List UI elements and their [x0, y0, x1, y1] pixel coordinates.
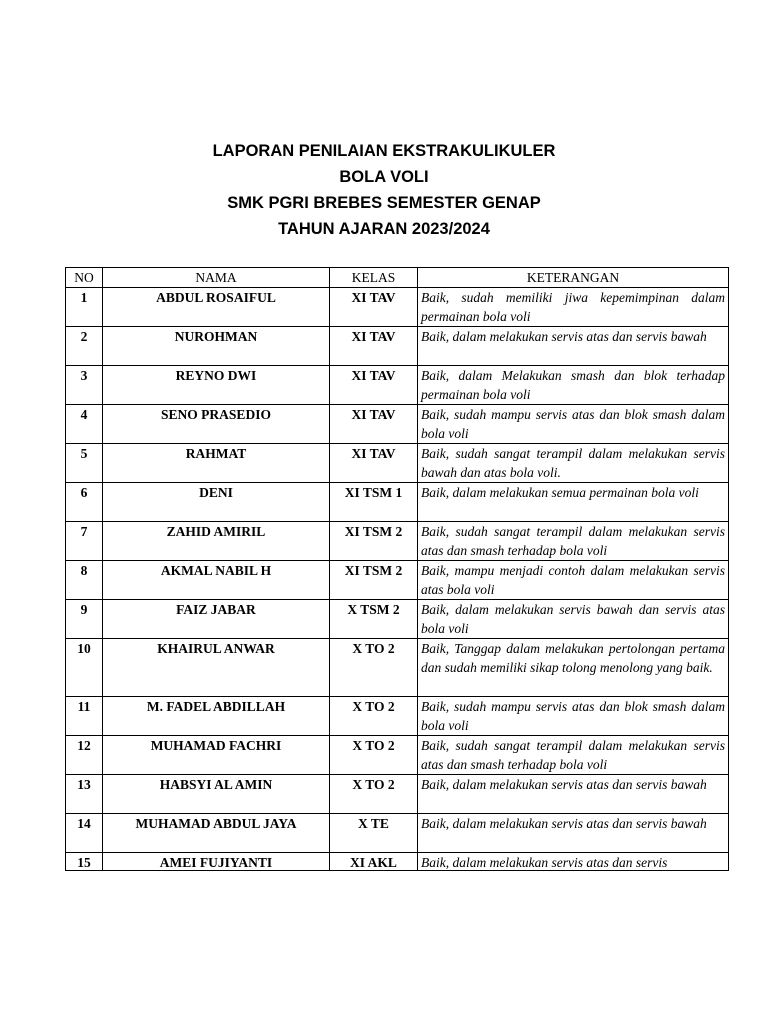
- header-keterangan: KETERANGAN: [418, 268, 729, 288]
- grades-table: [65, 267, 729, 871]
- row-nama: FAIZ JABAR: [103, 600, 330, 639]
- table-row: [66, 522, 729, 561]
- row-kelas: X TE: [330, 814, 418, 853]
- row-keterangan: Baik, dalam melakukan semua permainan bola voli: [418, 483, 729, 522]
- row-nama: KHAIRUL ANWAR: [103, 639, 330, 697]
- table-row: [66, 853, 729, 871]
- table-row: [66, 775, 729, 814]
- row-nama: NUROHMAN: [103, 327, 330, 366]
- row-no: 11: [66, 697, 103, 736]
- row-kelas-text: XI AKL: [350, 855, 397, 870]
- row-nama-text: AMEI FUJIYANTI: [159, 855, 273, 870]
- table-row: [66, 639, 729, 697]
- row-nama: MUHAMAD ABDUL JAYA: [103, 814, 330, 853]
- header-no: NO: [66, 268, 103, 288]
- row-no: 6: [66, 483, 103, 522]
- row-no: 8: [66, 561, 103, 600]
- table-row: [66, 444, 729, 483]
- row-no: 13: [66, 775, 103, 814]
- row-keterangan: Baik, sudah sangat terampil dalam melakukan servis atas dan smash terhadap bola voli: [418, 736, 729, 775]
- row-no: 9: [66, 600, 103, 639]
- title-line-4: TAHUN AJARAN 2023/2024: [278, 220, 490, 238]
- row-no: 3: [66, 366, 103, 405]
- row-keterangan: Baik, dalam melakukan servis atas dan servis bawah: [418, 327, 729, 366]
- table-header-row: [66, 268, 729, 288]
- row-no: 7: [66, 522, 103, 561]
- table-row: [66, 366, 729, 405]
- row-nama: ABDUL ROSAIFUL: [103, 288, 330, 327]
- row-kelas: XI TAV: [330, 405, 418, 444]
- row-no: 14: [66, 814, 103, 853]
- row-kelas: X TO 2: [330, 639, 418, 697]
- row-no: 2: [66, 327, 103, 366]
- row-kelas: XI TSM 2: [330, 522, 418, 561]
- row-no: 12: [66, 736, 103, 775]
- row-keterangan: Baik, sudah mampu servis atas dan blok smash dalam bola voli: [418, 405, 729, 444]
- row-nama: AKMAL NABIL H: [103, 561, 330, 600]
- row-no-text: 15: [77, 855, 91, 870]
- row-keterangan: Baik, sudah memiliki jiwa kepemimpinan dalam permainan bola voli: [418, 288, 729, 327]
- row-nama: MUHAMAD FACHRI: [103, 736, 330, 775]
- row-nama: DENI: [103, 483, 330, 522]
- row-nama: ZAHID AMIRIL: [103, 522, 330, 561]
- row-keterangan: Baik, dalam melakukan servis bawah dan servis atas bola voli: [418, 600, 729, 639]
- row-nama: HABSYI AL AMIN: [103, 775, 330, 814]
- table-row: [66, 483, 729, 522]
- table-row: [66, 814, 729, 853]
- header-kelas: KELAS: [330, 268, 418, 288]
- row-keterangan: Baik, dalam Melakukan smash dan blok terhadap permainan bola voli: [418, 366, 729, 405]
- row-no: 1: [66, 288, 103, 327]
- table-row: [66, 561, 729, 600]
- row-no: 10: [66, 639, 103, 697]
- row-nama: M. FADEL ABDILLAH: [103, 697, 330, 736]
- row-keterangan: Baik, sudah mampu servis atas dan blok smash dalam bola voli: [418, 697, 729, 736]
- table-row: [66, 736, 729, 775]
- row-kelas: X TO 2: [330, 736, 418, 775]
- row-no: [66, 853, 103, 871]
- row-keterangan: Baik, dalam melakukan servis atas dan servis bawah: [418, 775, 729, 814]
- row-kelas: XI TAV: [330, 366, 418, 405]
- row-keterangan: Baik, sudah sangat terampil dalam melakukan servis bawah dan atas bola voli.: [418, 444, 729, 483]
- row-kelas: XI TSM 1: [330, 483, 418, 522]
- row-nama: RAHMAT: [103, 444, 330, 483]
- row-keterangan: [418, 853, 729, 871]
- row-kelas: XI TAV: [330, 444, 418, 483]
- row-kelas: [330, 853, 418, 871]
- table-row: [66, 697, 729, 736]
- header-nama: NAMA: [103, 268, 330, 288]
- table-row: [66, 288, 729, 327]
- row-kelas: XI TAV: [330, 288, 418, 327]
- table-row: [66, 405, 729, 444]
- row-no: 5: [66, 444, 103, 483]
- table-row: [66, 600, 729, 639]
- row-keterangan-text: Baik, dalam melakukan servis atas dan servis: [421, 855, 668, 870]
- row-keterangan: Baik, mampu menjadi contoh dalam melakukan servis atas bola voli: [418, 561, 729, 600]
- title-line-1: LAPORAN PENILAIAN EKSTRAKULIKULER: [212, 142, 556, 160]
- table-row: [66, 327, 729, 366]
- row-nama: [103, 853, 330, 871]
- title-line-2: BOLA VOLI: [339, 168, 429, 186]
- row-kelas: X TO 2: [330, 775, 418, 814]
- title-line-3: SMK PGRI BREBES SEMESTER GENAP: [227, 194, 541, 212]
- row-nama: SENO PRASEDIO: [103, 405, 330, 444]
- row-kelas: X TSM 2: [330, 600, 418, 639]
- row-keterangan: Baik, sudah sangat terampil dalam melakukan servis atas dan smash terhadap bola voli: [418, 522, 729, 561]
- row-nama: REYNO DWI: [103, 366, 330, 405]
- row-kelas: X TO 2: [330, 697, 418, 736]
- row-no: 4: [66, 405, 103, 444]
- row-keterangan: Baik, dalam melakukan servis atas dan servis bawah: [418, 814, 729, 853]
- row-keterangan: Baik, Tanggap dalam melakukan pertolongan pertama dan sudah memiliki sikap tolong menolong yang baik.: [418, 639, 729, 697]
- report-title: [0, 138, 768, 242]
- row-kelas: XI TSM 2: [330, 561, 418, 600]
- row-kelas: XI TAV: [330, 327, 418, 366]
